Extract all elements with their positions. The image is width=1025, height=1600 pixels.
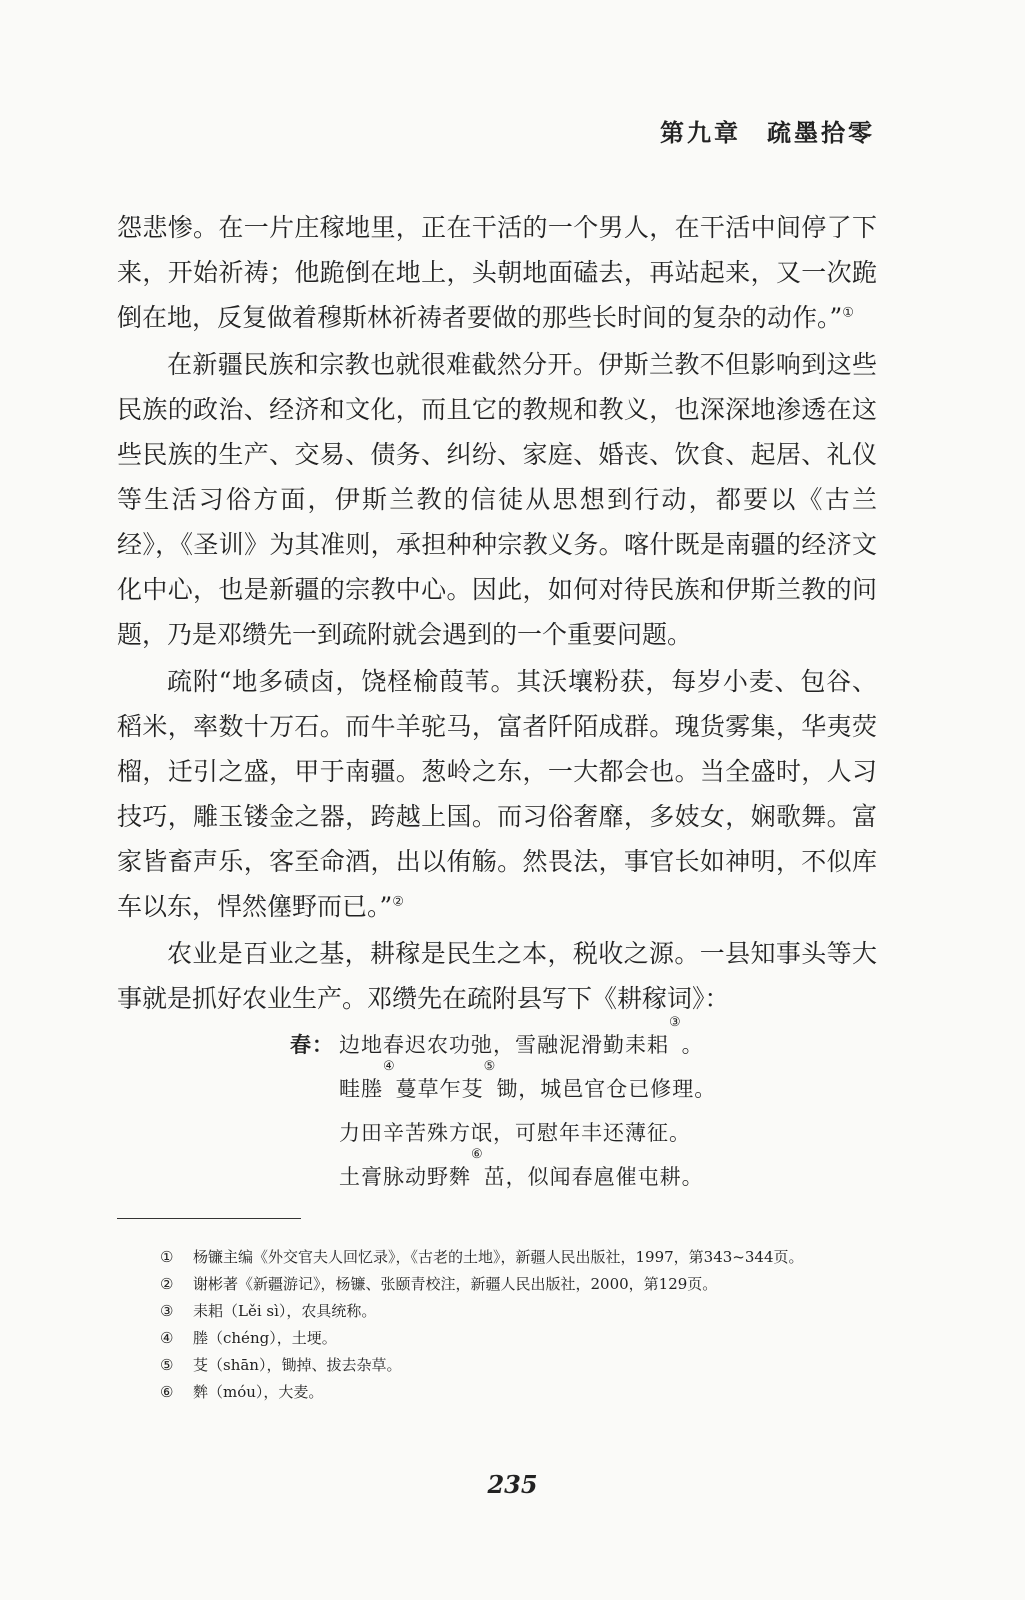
footnote-ref-6: ⑥ [471,1147,484,1162]
footnote-ref-5: ⑤ [483,1059,497,1074]
footnote-text: 杨镰主编《外交官夫人回忆录》，《古老的土地》，新疆人民出版社，1997，第343~344页。 [193,1248,804,1266]
footnote-item [160,1298,880,1325]
footnote-ref-1: ① [842,305,854,321]
footnote-text: 麰（móu），大麦。 [193,1383,324,1401]
footnote-number: ⑤ [160,1356,174,1374]
footnote-text: 谢彬著《新疆游记》，杨镰、张颐青校注，新疆人民出版社，2000，第129页。 [193,1275,718,1293]
footnote-ref-4: ④ [383,1059,396,1074]
footnotes [160,1244,880,1406]
chapter-title: 疏墨拾零 [767,118,875,147]
footnote-number: ⑥ [160,1383,174,1401]
poem-line-3: 力田辛苦殊方氓，可慰年丰还薄征。 [339,1121,691,1145]
running-header [660,113,875,148]
paragraph-4: 农业是百业之基，耕稼是民生之本，税收之源。一县知事头等大事就是抓好农业生产。邓缵先在疏附县写下《耕稼词》： [117,939,877,1013]
chapter-number: 第九章 [660,118,741,147]
footnote-item [160,1352,880,1379]
page-number: 235 [487,1470,538,1499]
poem-line-4: 土膏脉动野麰 ⑥ 茁，似闻春扈催屯耕。 [290,1155,716,1199]
paragraph-3: 疏附“地多碛卤，饶柽榆葭苇。其沃壤粉获，每岁小麦、包谷、稻米，率数十万石。而牛羊驼马，富者阡陌成群。瑰货雾集，华夷荧榴，迁引之盛，甲于南疆。葱岭之东，一大都会也。当全盛时，人习技巧，雕玉镂金之器，跨越上国。而习俗奢靡，多妓女，娴歌舞。富家皆畜声乐，客至命酒，出以侑觞。然畏法，事官长如神明，不似库车以东，悍然僿野而已。”② [117,667,877,921]
paragraph-1: 怨悲惨。在一片庄稼地里，正在干活的一个男人，在干活中间停了下来，开始祈祷；他跪倒在地上，头朝地面磕去，再站起来，又一次跪倒在地，反复做着穆斯林祈祷者要做的那些长时间的复杂的动作。”① [117,213,877,332]
footnote-text: 耒耜（Lěi sì），农具统称。 [193,1302,377,1320]
footnote-item [160,1244,880,1271]
poem-line-1: 春： 边地春迟农功弛，雪融泥滑勤耒耜 ③ 。 [290,1023,716,1067]
footnote-item [160,1325,880,1352]
footnote-ref-2: ② [392,894,404,910]
footnote-divider [117,1218,301,1219]
poem-line-2: 畦塍 ④ 蔓草乍芟 ⑤ 锄，城邑官仓已修理。 [290,1067,716,1111]
footnote-text: 塍（chéng），土埂。 [193,1329,337,1347]
paragraph-2: 在新疆民族和宗教也就很难截然分开。伊斯兰教不但影响到这些民族的政治、经济和文化，而且它的教规和教义，也深深地渗透在这些民族的生产、交易、债务、纠纷、家庭、婚丧、饮食、起居、礼仪等生活习俗方面，伊斯兰教的信徒从思想到行动，都要以《古兰经》，《圣训》为其准则，承担种种宗教义务。喀什既是南疆的经济文化中心，也是新疆的宗教中心。因此，如何对待民族和伊斯兰教的问题，乃是邓缵先一到疏附就会遇到的一个重要问题。 [117,350,877,649]
footnote-text: 芟（shān），锄掉、拔去杂草。 [193,1356,402,1374]
poem-season-label: 春： [290,1032,334,1057]
footnote-item [160,1271,880,1298]
body-text [117,205,877,1023]
footnote-item [160,1379,880,1406]
poem-block [290,1015,717,1199]
footnote-ref-3: ③ [669,1015,682,1030]
footnote-number: ① [160,1248,174,1266]
footnote-number: ④ [160,1329,174,1347]
footnote-number: ③ [160,1302,174,1320]
footnote-number: ② [160,1275,174,1293]
